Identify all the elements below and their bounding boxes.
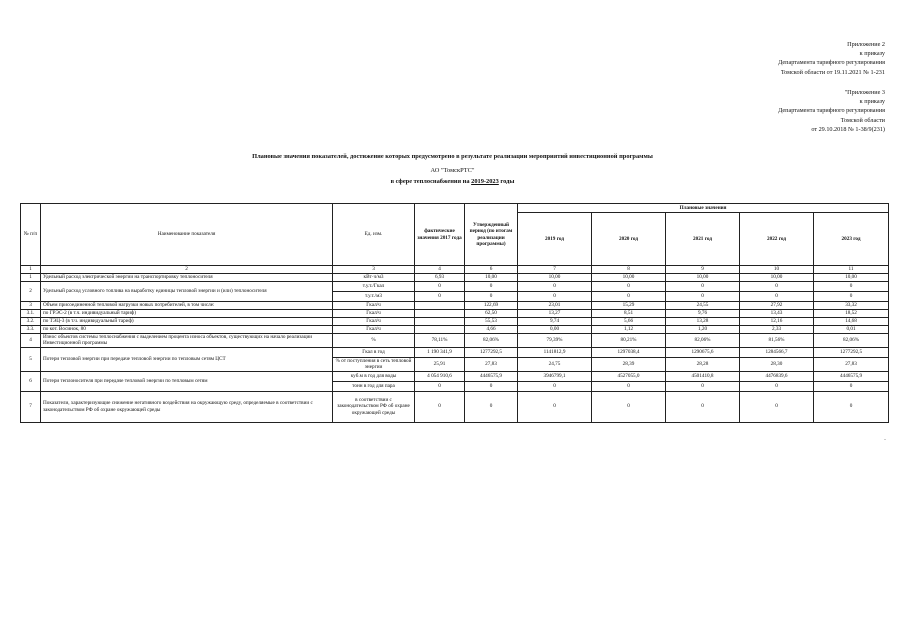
planned-value-cell: 0: [592, 391, 666, 422]
actual-value-cell: [415, 318, 465, 326]
planned-value-cell: 13,28: [666, 318, 740, 326]
planned-value-cell: 1284566,7: [740, 347, 814, 357]
planned-value-cell: 23,01: [518, 302, 592, 310]
approved-value-cell: 0: [465, 282, 518, 292]
approved-value-cell: 0: [465, 391, 518, 422]
row-number-cell: 1: [21, 274, 41, 282]
planned-value-cell: 9,74: [518, 318, 592, 326]
planned-value-cell: 27,92: [740, 302, 814, 310]
planned-value-cell: 0,01: [814, 326, 889, 334]
actual-value-cell: 1 190 341,9: [415, 347, 465, 357]
appendix-line: к приказу: [859, 98, 885, 106]
header-approved: Утвержденный период (по итогам реализации программы): [465, 204, 518, 266]
planned-value-cell: 1,20: [666, 326, 740, 334]
actual-value-cell: 0: [415, 292, 465, 302]
header-year: 2020 год: [592, 213, 666, 266]
indicator-name-cell: Показатели, характеризующие снижение негативного воздействия на окружающую среду, определяемые в соответствии с законодательством РФ об охране окружающей среды: [41, 391, 333, 422]
row-number-cell: 6: [21, 371, 41, 391]
planned-value-cell: 1141812,9: [518, 347, 592, 357]
appendix-line: Департамента тарифного регулирования: [778, 59, 885, 67]
planned-value-cell: 33,32: [814, 302, 889, 310]
approved-value-cell: 4,66: [465, 326, 518, 334]
unit-cell: т.у.т./м3: [333, 292, 415, 302]
index-cell: 6: [465, 266, 518, 274]
appendix-line: от 29.10.2018 № 1-38/9(231): [811, 125, 885, 133]
unit-cell: кВт·ч/м3: [333, 274, 415, 282]
planned-value-cell: 79,39%: [518, 334, 592, 348]
indicator-name-cell: Потери тепловой энергии при передаче тепловой энергии по тепловым сетям ЦСТ: [41, 347, 333, 371]
row-number-cell: 2: [21, 282, 41, 302]
planned-value-cell: 0: [814, 282, 889, 292]
planned-value-cell: 0: [740, 282, 814, 292]
indicator-name-cell: по ТЭЦ-3 (в т.ч. индивидуальный тариф): [41, 318, 333, 326]
indicator-name-cell: Износ объектов системы теплоснабжения с выделением процента износа объектов, существующих на начало реализации Инвестиционной программы: [41, 334, 333, 348]
approved-value-cell: 122,69: [465, 302, 518, 310]
actual-value-cell: 4 054 910,6: [415, 371, 465, 381]
indicators-table: [20, 203, 889, 423]
approved-value-cell: 27,83: [465, 357, 518, 371]
planned-value-cell: 10,00: [740, 274, 814, 282]
planned-value-cell: 0,00: [518, 326, 592, 334]
planned-value-cell: 4446575,9: [814, 371, 889, 381]
appendix-2-note: [778, 88, 885, 134]
planned-value-cell: 9,76: [666, 310, 740, 318]
planned-value-cell: 1297038,4: [592, 347, 666, 357]
sphere-suffix: годы: [498, 178, 515, 185]
index-cell: 10: [740, 266, 814, 274]
table-row: [21, 391, 889, 422]
actual-value-cell: 0: [415, 391, 465, 422]
organization-name: АО "ТомскРТС": [430, 167, 475, 174]
actual-value-cell: [415, 310, 465, 318]
unit-cell: тонн в год для пара: [333, 381, 415, 391]
appendix-line: Томской области от 19.11.2021 № 1-231: [780, 68, 885, 76]
unit-cell: %: [333, 334, 415, 348]
index-cell: 9: [666, 266, 740, 274]
planned-value-cell: 0: [740, 381, 814, 391]
approved-value-cell: 82,06%: [465, 334, 518, 348]
indicator-name-cell: Объем присоединенной тепловой нагрузки новых потребителей, в том числе:: [41, 302, 333, 310]
row-number-cell: 3.2.: [21, 318, 41, 326]
planned-value-cell: 13,27: [518, 310, 592, 318]
planned-value-cell: 0: [814, 381, 889, 391]
row-number-cell: 7: [21, 391, 41, 422]
index-cell: 3: [333, 266, 415, 274]
header-num: № п/п: [21, 204, 41, 266]
table-row: [21, 318, 889, 326]
planned-value-cell: 0: [666, 292, 740, 302]
planned-value-cell: 0: [518, 292, 592, 302]
unit-cell: % от поступления в сеть тепловой энергии: [333, 357, 415, 371]
row-number-cell: 3: [21, 302, 41, 310]
planned-value-cell: 0: [592, 282, 666, 292]
header-actual: фактические значения 2017 года: [415, 204, 465, 266]
planned-value-cell: 18,52: [814, 310, 889, 318]
document-title: Плановые значения показателей, достижение которых предусмотрено в результате реализации мероприятий инвестиционной программы: [252, 153, 653, 160]
index-cell: 1: [21, 266, 41, 274]
actual-value-cell: [415, 326, 465, 334]
planned-value-cell: 0: [666, 282, 740, 292]
planned-value-cell: 28,39: [592, 357, 666, 371]
row-number-cell: 5: [21, 347, 41, 371]
planned-value-cell: 2,33: [740, 326, 814, 334]
index-cell: 2: [41, 266, 333, 274]
unit-cell: Гкал/ч: [333, 318, 415, 326]
appendix-line: Томской области: [840, 116, 885, 124]
appendix-1-note: [778, 40, 885, 77]
approved-value-cell: 55,53: [465, 318, 518, 326]
actual-value-cell: 78,11%: [415, 334, 465, 348]
planned-value-cell: 15,29: [592, 302, 666, 310]
approved-value-cell: 0: [465, 292, 518, 302]
row-number-cell: 3.3.: [21, 326, 41, 334]
unit-cell: куб.м в год для воды: [333, 371, 415, 381]
sphere-years: 2019-2023: [471, 178, 499, 185]
planned-value-cell: 82,06%: [814, 334, 889, 348]
appendix-line: "Приложение 3: [844, 89, 885, 96]
planned-value-cell: 28,30: [740, 357, 814, 371]
planned-value-cell: 12,16: [740, 318, 814, 326]
approved-value-cell: 10,00: [465, 274, 518, 282]
planned-value-cell: 0: [814, 292, 889, 302]
planned-value-cell: 24,75: [518, 357, 592, 371]
unit-cell: в соответствии с законодательством РФ об охране окружающей среды: [333, 391, 415, 422]
index-cell: 7: [518, 266, 592, 274]
unit-cell: Гкал/ч: [333, 310, 415, 318]
approved-value-cell: 62,50: [465, 310, 518, 318]
table-row: [21, 310, 889, 318]
table-row: [21, 347, 889, 357]
planned-value-cell: 0: [666, 391, 740, 422]
actual-value-cell: [415, 302, 465, 310]
planned-value-cell: 27,83: [814, 357, 889, 371]
actual-value-cell: 0: [415, 381, 465, 391]
page-mark: -: [884, 437, 886, 443]
approved-value-cell: 1277292,5: [465, 347, 518, 357]
indicator-name-cell: Удельный расход электрической энергии на транспортировку теплоносителя: [41, 274, 333, 282]
planned-value-cell: 3946799,1: [518, 371, 592, 381]
approved-value-cell: 4446575,9: [465, 371, 518, 381]
planned-value-cell: 0: [740, 292, 814, 302]
planned-value-cell: 10,00: [666, 274, 740, 282]
header-year: 2022 год: [740, 213, 814, 266]
appendix-line: Департамента тарифного регулирования: [778, 107, 885, 115]
planned-value-cell: 1,12: [592, 326, 666, 334]
header-year: 2021 год: [666, 213, 740, 266]
planned-value-cell: 4501410,8: [666, 371, 740, 381]
planned-value-cell: 0: [740, 391, 814, 422]
table-row: [21, 371, 889, 381]
header-planned: Плановые значения: [518, 204, 889, 213]
actual-value-cell: 6,93: [415, 274, 465, 282]
table-row: [21, 326, 889, 334]
table-row: [21, 282, 889, 292]
unit-cell: Гкал/ч: [333, 326, 415, 334]
index-cell: 11: [814, 266, 889, 274]
indicator-name-cell: по ГРЭС-2 (в т.ч. индивидуальный тариф): [41, 310, 333, 318]
header-year: 2019 год: [518, 213, 592, 266]
planned-value-cell: 28,28: [666, 357, 740, 371]
planned-value-cell: 0: [592, 381, 666, 391]
appendix-line: к приказу: [859, 50, 885, 58]
index-cell: 4: [415, 266, 465, 274]
unit-cell: Гкал в год: [333, 347, 415, 357]
planned-value-cell: 0: [666, 381, 740, 391]
index-cell: 8: [592, 266, 666, 274]
planned-value-cell: 14,68: [814, 318, 889, 326]
approved-value-cell: 0: [465, 381, 518, 391]
planned-value-cell: 80,21%: [592, 334, 666, 348]
planned-value-cell: 0: [518, 391, 592, 422]
table-row: [21, 302, 889, 310]
planned-value-cell: 5,66: [592, 318, 666, 326]
indicator-name-cell: Потери теплоносителя при передаче тепловой энергии по тепловым сетям: [41, 371, 333, 391]
column-index-row: [21, 266, 889, 274]
planned-value-cell: 13,43: [740, 310, 814, 318]
planned-value-cell: 24,55: [666, 302, 740, 310]
indicator-name-cell: по кот. Восинок, 80: [41, 326, 333, 334]
planned-value-cell: 4476839,6: [740, 371, 814, 381]
planned-value-cell: 0: [518, 282, 592, 292]
sphere-subtitle: [0, 178, 905, 185]
planned-value-cell: 0: [814, 391, 889, 422]
table-row: [21, 274, 889, 282]
planned-value-cell: 81,56%: [740, 334, 814, 348]
planned-value-cell: 0: [592, 292, 666, 302]
unit-cell: т.у.т./Гкал: [333, 282, 415, 292]
planned-value-cell: 10,00: [814, 274, 889, 282]
indicator-name-cell: Удельный расход условного топлива на выработку единицы тепловой энергии и (или) теплоносителя: [41, 282, 333, 302]
planned-value-cell: 1277292,5: [814, 347, 889, 357]
planned-value-cell: 82,06%: [666, 334, 740, 348]
planned-value-cell: 4527055,0: [592, 371, 666, 381]
sphere-prefix: в сфере теплоснабжения на: [390, 178, 472, 185]
planned-value-cell: 10,00: [518, 274, 592, 282]
planned-value-cell: 0: [518, 381, 592, 391]
planned-value-cell: 1290675,6: [666, 347, 740, 357]
planned-value-cell: 8,51: [592, 310, 666, 318]
actual-value-cell: 0: [415, 282, 465, 292]
appendix-line: Приложение 2: [847, 41, 885, 48]
row-number-cell: 3.1.: [21, 310, 41, 318]
header-name: Наименование показателя: [41, 204, 333, 266]
row-number-cell: 4: [21, 334, 41, 348]
unit-cell: Гкал/ч: [333, 302, 415, 310]
table-row: [21, 334, 889, 348]
header-year: 2023 год: [814, 213, 889, 266]
planned-value-cell: 10,00: [592, 274, 666, 282]
header-unit: Ед. изм.: [333, 204, 415, 266]
actual-value-cell: 25,91: [415, 357, 465, 371]
